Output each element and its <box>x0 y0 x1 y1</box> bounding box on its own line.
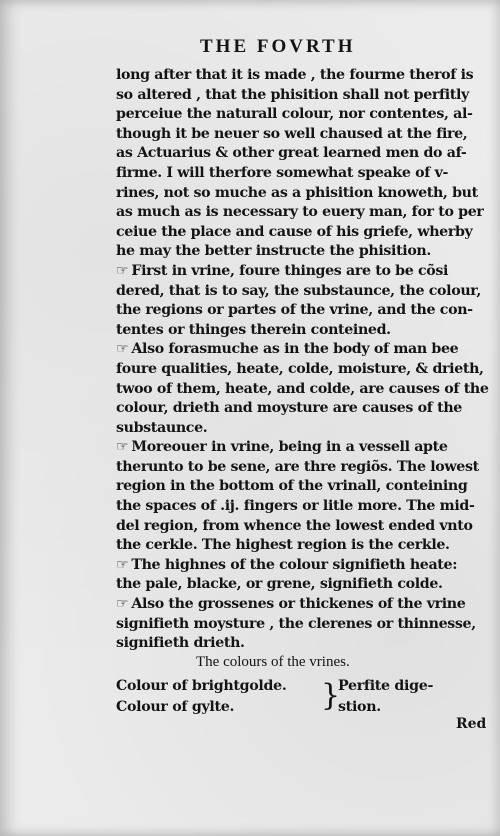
text-line: region in the bottom of the vrinall, conteining <box>116 478 468 495</box>
text-line: the spaces of .ij. fingers or litle more. The mid- <box>116 498 475 515</box>
text-line: he may the better instructe the phisition. <box>116 243 431 260</box>
brace-icon: } <box>321 678 340 713</box>
text-line <box>116 340 494 360</box>
text-line: though it be neuer so well chaused at the fire, <box>116 125 468 142</box>
text-line: dered, that is to say, the substaunce, the colour, <box>116 282 481 299</box>
pointing-hand-icon: ☞ <box>116 262 129 279</box>
text-line <box>116 556 494 576</box>
paragraph-text: Also the grossenes or thickenes of the vrine <box>131 596 466 613</box>
text-line: long after that it is made , the fourme therof is <box>116 67 474 83</box>
text-line: as Actuarius & other great learned men do af- <box>116 145 467 162</box>
pointing-hand-icon: ☞ <box>116 556 129 573</box>
pointing-hand-icon: ☞ <box>116 596 129 613</box>
catchword: Red <box>456 716 487 732</box>
pointing-hand-icon: ☞ <box>116 439 129 456</box>
text-line: tentes or thinges therein conteined. <box>116 321 391 338</box>
text-line: twoo of them, heate, and colde, are causes of the <box>116 380 489 397</box>
text-line <box>116 262 494 282</box>
text-line: signifieth drieth. <box>116 635 245 652</box>
text-line <box>116 595 494 615</box>
text-line: as much as is necessary to euery man, for to per <box>116 204 484 221</box>
text-line: so altered , that the phisition shall not perfitly <box>116 86 469 103</box>
text-line: rines, not so muche as a phisition knoweth, but <box>116 184 478 201</box>
text-line: therunto to be sene, are thre regiõs. The lowest <box>116 458 479 475</box>
colour-entry: Colour of gylte. <box>116 699 235 715</box>
text-line: the pale, blacke, or grene, signifieth colde. <box>116 576 443 593</box>
pointing-hand-icon: ☞ <box>116 341 129 358</box>
running-head: THE FOVRTH <box>200 36 356 57</box>
colour-meaning <box>338 676 433 718</box>
text-line: signifieth moysture , the clerenes or thinnesse, <box>116 615 476 632</box>
text-line: colour, drieth and moysture are causes of the <box>116 400 462 417</box>
text-line: foure qualities, heate, colde, moisture, & drieth, <box>116 360 484 377</box>
meaning-line: stion. <box>338 699 381 715</box>
meaning-line: Perfite dige- <box>338 678 434 694</box>
text-line: substaunce. <box>116 419 208 436</box>
paragraph-text: Also forasmuche as in the body of man bee <box>131 341 459 358</box>
text-line: del region, from whence the lowest ended vnto <box>116 517 473 534</box>
text-line <box>116 438 494 458</box>
section-heading: The colours of the vrines. <box>196 654 350 670</box>
text-line: perceiue the naturall colour, nor contentes, al- <box>116 106 473 123</box>
paragraph-text: Moreouer in vrine, being in a vessell apte <box>131 439 448 456</box>
paragraph-text: The highnes of the colour signifieth heate: <box>131 556 458 573</box>
text-line: the cerkle. The highest region is the cerkle. <box>116 537 450 554</box>
text-line: firme. I will therfore somewhat speake of v- <box>116 164 449 181</box>
text-line: the regions or partes of the vrine, and the con- <box>116 302 473 319</box>
colours-table <box>116 676 466 718</box>
body-text <box>116 66 494 654</box>
colour-entry: Colour of brightgolde. <box>116 678 287 694</box>
paragraph-text: First in vrine, foure thinges are to be cõsi <box>131 262 449 279</box>
text-line: ceiue the place and cause of his griefe, wherby <box>116 223 473 240</box>
